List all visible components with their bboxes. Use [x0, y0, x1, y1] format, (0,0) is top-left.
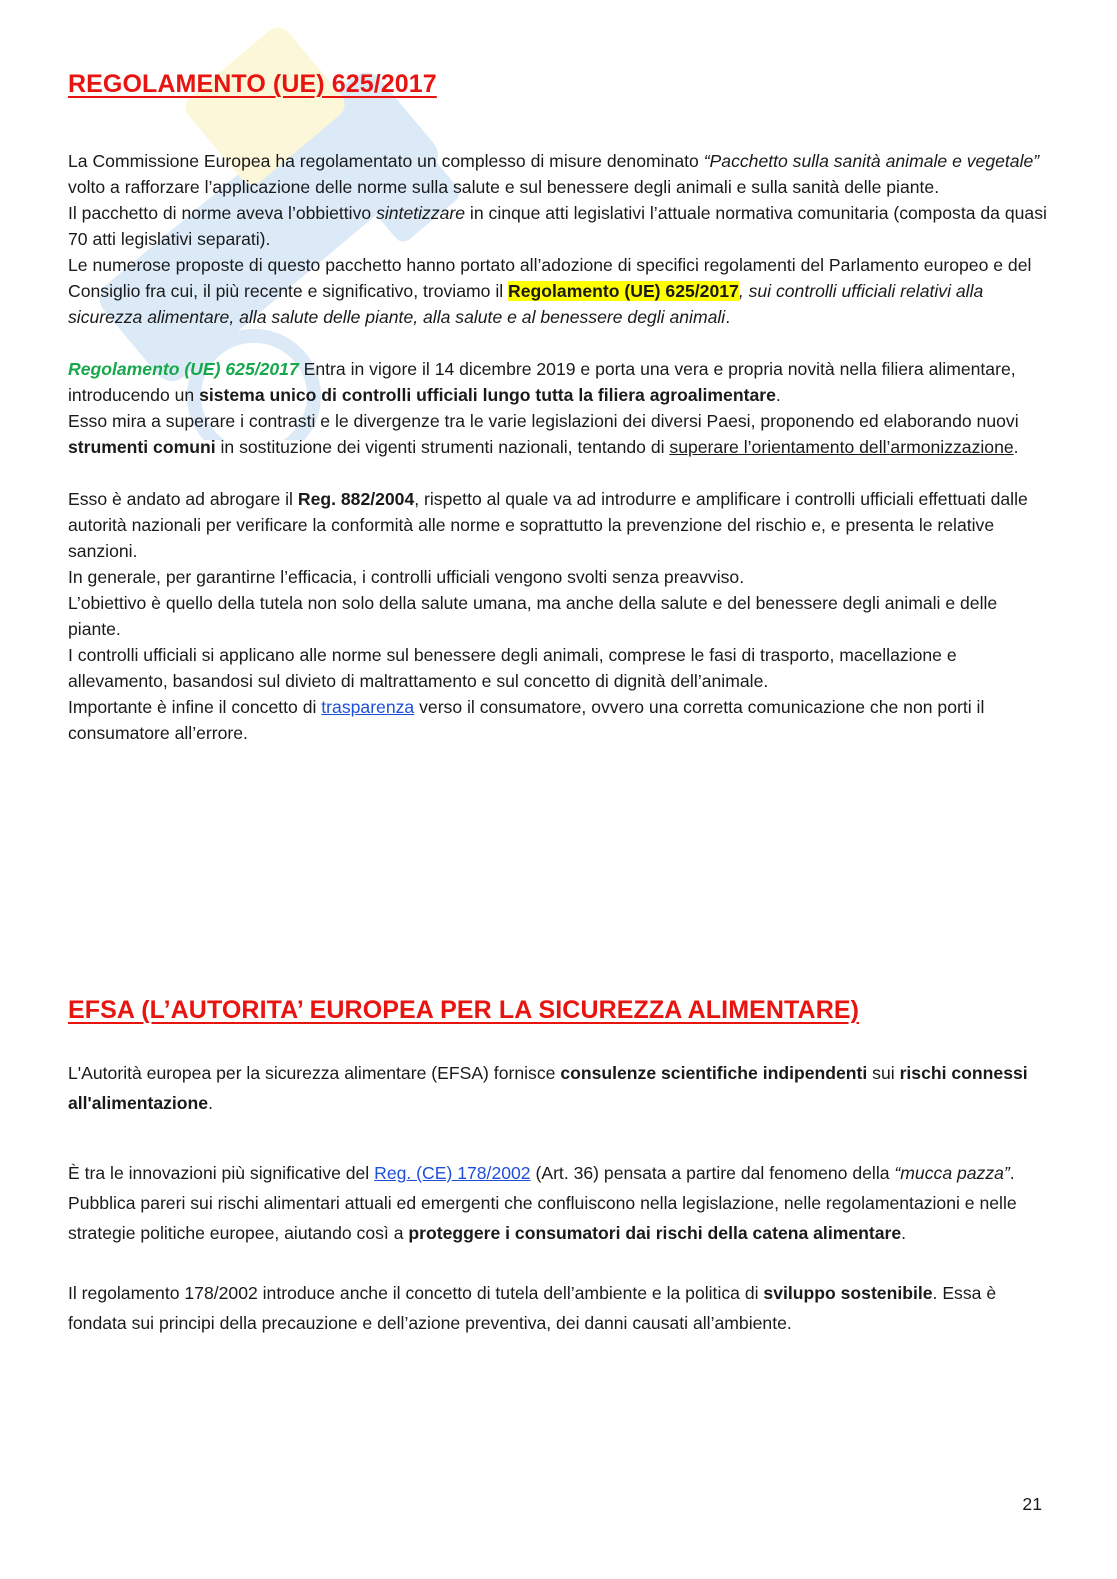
paragraph: Esso è andato ad abrogare il Reg. 882/2004, rispetto al quale va ad introdurre e amplificare i controlli ufficiali effettuati dalle autorità nazionali per verificare la conformità alle norme e soprattutto la prevenzione del rischio e, e presenta le relative sanzioni. [68, 489, 1028, 561]
paragraph: La Commissione Europea ha regolamentato un complesso di misure denominato “Pacchetto sulla sanità animale e vegetale” volto a rafforzare l’applicazione delle norme sulla salute e sul benessere degli animali e sulla sanità delle piante. [68, 151, 1040, 197]
reg-178-2002-link[interactable]: Reg. (CE) 178/2002 [374, 1163, 531, 1183]
paragraph: Il regolamento 178/2002 introduce anche il concetto di tutela dell’ambiente e la politica di sviluppo sostenibile. Essa è fondata sui principi della precauzione e dell’azione preventiva, dei danni causati all’ambiente. [68, 1283, 997, 1333]
highlighted-regulation: Regolamento (UE) 625/2017 [508, 281, 739, 301]
paragraph: Pubblica pareri sui rischi alimentari attuali ed emergenti che confluiscono nella legislazione, nelle regolamentazioni e nelle strategie politiche europee, aiutando così a proteggere i consumatori dai rischi della catena alimentare. [68, 1193, 1017, 1243]
paragraph: In generale, per garantirne l’efficacia, i controlli ufficiali vengono svolti senza preavviso. [68, 567, 745, 587]
section-efsa-body [68, 1058, 1053, 1338]
section-heading-efsa: EFSA (L’AUTORITA’ EUROPEA PER LA SICUREZZA ALIMENTARE) [68, 996, 860, 1024]
paragraph: È tra le innovazioni più significative del Reg. (CE) 178/2002 (Art. 36) pensata a partire dal fenomeno della “mucca pazza”. [68, 1163, 1015, 1183]
paragraph: Le numerose proposte di questo pacchetto hanno portato all’adozione di specifici regolamenti del Parlamento europeo e del Consiglio fra cui, il più recente e significativo, troviamo il Regolamento (UE) 625/2017, sui controlli ufficiali relativi alla sicurezza alimentare, alla salute delle piante, alla salute e al benessere degli animali. [68, 255, 1032, 327]
regulation-label-green: Regolamento (UE) 625/2017 [68, 359, 299, 379]
paragraph: L’obiettivo è quello della tutela non solo della salute umana, ma anche della salute e del benessere degli animali e delle piante. [68, 593, 998, 639]
paragraph: Esso mira a superare i contrasti e le divergenze tra le varie legislazioni dei diversi Paesi, proponendo ed elaborando nuovi strumenti comuni in sostituzione dei vigenti strumenti nazionali, tentando di superare l’orientamento dell’armonizzazione. [68, 411, 1019, 457]
paragraph: Importante è infine il concetto di trasparenza verso il consumatore, ovvero una corretta comunicazione che non porti il consumatore all’errore. [68, 697, 985, 743]
section-regolamento-body [68, 148, 1053, 746]
paragraph: Regolamento (UE) 625/2017 Entra in vigore il 14 dicembre 2019 e porta una vera e propria novità nella filiera alimentare, introducendo un sistema unico di controlli ufficiali lungo tutta la filiera agroalimentare. [68, 359, 1016, 405]
paragraph: L'Autorità europea per la sicurezza alimentare (EFSA) fornisce consulenze scientifiche indipendenti sui rischi connessi all'alimentazione. [68, 1063, 1028, 1113]
section-heading-regolamento: REGOLAMENTO (UE) 625/2017 [68, 70, 437, 98]
paragraph: Il pacchetto di norme aveva l’obbiettivo sintetizzare in cinque atti legislativi l’attuale normativa comunitaria (composta da quasi 70 atti legislativi separati). [68, 203, 1047, 249]
paragraph: I controlli ufficiali si applicano alle norme sul benessere degli animali, comprese le fasi di trasporto, macellazione e allevamento, basandosi sul divieto di maltrattamento e sul concetto di dignità dell’animale. [68, 645, 957, 691]
trasparenza-link[interactable]: trasparenza [321, 697, 415, 717]
page-number: 21 [1022, 1494, 1042, 1514]
